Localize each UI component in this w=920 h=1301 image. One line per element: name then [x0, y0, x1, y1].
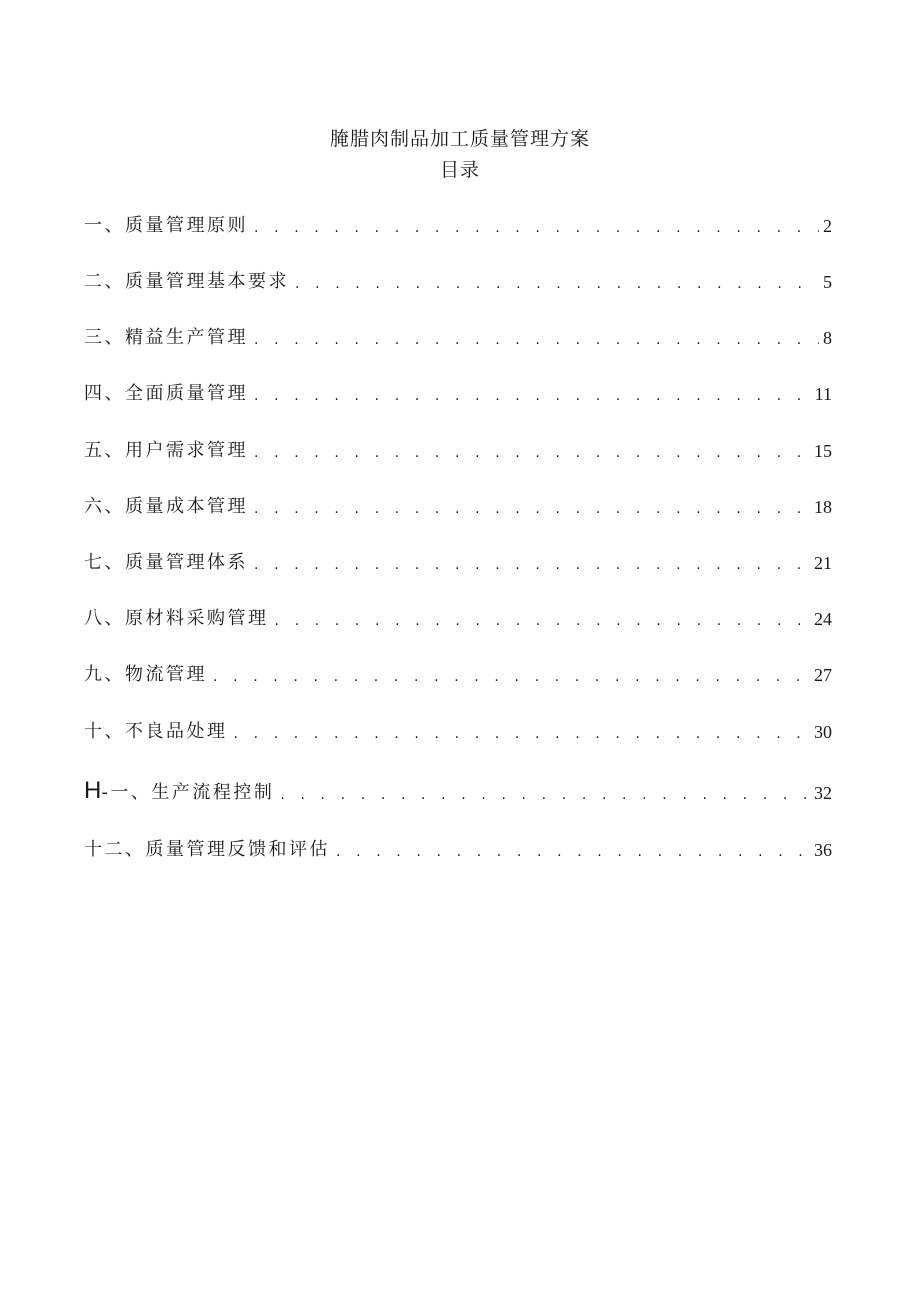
- toc-entry-page: 24: [814, 609, 832, 629]
- toc-entry-label: 一、质量管理原则: [84, 215, 248, 236]
- toc-entry-label: 七、质量管理体系: [84, 552, 248, 573]
- toc-leader-dots: [234, 723, 811, 745]
- toc-entry-8[interactable]: [84, 606, 832, 632]
- toc-entry-7[interactable]: [84, 550, 832, 576]
- toc-entry-3[interactable]: [84, 325, 832, 351]
- toc-entry-11[interactable]: [84, 777, 832, 806]
- document-title: 腌腊肉制品加工质量管理方案: [329, 128, 590, 150]
- toc-entry-label: 八、原材料采购管理: [84, 608, 269, 629]
- toc-leader-dots: [213, 666, 810, 688]
- toc-leader-dots: [254, 217, 819, 239]
- toc-entry-10[interactable]: [84, 719, 832, 745]
- toc-entry-page: 8: [823, 328, 832, 348]
- toc-entry-page: 32: [814, 783, 832, 803]
- toc-entry-1[interactable]: [84, 213, 832, 239]
- toc-entry-page: 11: [814, 384, 832, 404]
- toc-leader-dots: [254, 498, 810, 520]
- toc-entry-6[interactable]: [84, 494, 832, 520]
- toc-entry-page: 5: [823, 272, 832, 292]
- toc-entry-label: 十二、质量管理反馈和评估: [84, 839, 330, 860]
- toc-leader-dots: [295, 273, 819, 295]
- toc-entry-label: 六、质量成本管理: [84, 496, 248, 517]
- toc-leader-dots: [336, 841, 810, 863]
- toc-entry-label: 五、用户需求管理: [84, 440, 248, 461]
- toc-entry-5[interactable]: [84, 438, 832, 464]
- toc-entry-label: 九、物流管理: [84, 664, 207, 685]
- toc-leader-dots: [275, 610, 811, 632]
- toc-leader-dots: [254, 442, 810, 464]
- toc-leader-dots: [280, 784, 810, 806]
- toc-entry-page: 27: [814, 665, 832, 685]
- toc-entry-label: 三、精益生产管理: [84, 327, 248, 348]
- toc-entry-9[interactable]: [84, 662, 832, 688]
- toc-entry-2[interactable]: [84, 269, 832, 295]
- toc-entry-label-prefix: H: [84, 777, 102, 804]
- toc-heading: 目录: [439, 159, 480, 181]
- toc-entry-page: 21: [814, 553, 832, 573]
- toc-entry-label-text: -一、生产流程控制: [101, 782, 275, 803]
- toc-entry-label: 十、不良品处理: [84, 721, 228, 742]
- toc-entry-page: 2: [823, 216, 832, 236]
- toc-entry-12[interactable]: [84, 837, 832, 863]
- toc-entry-label: 四、全面质量管理: [84, 383, 248, 404]
- toc-entry-page: 30: [814, 722, 832, 742]
- toc-entry-page: 15: [814, 441, 832, 461]
- toc-leader-dots: [254, 329, 819, 351]
- toc-entry-label: 二、质量管理基本要求: [84, 271, 289, 292]
- toc-leader-dots: [254, 385, 811, 407]
- toc-entry-4[interactable]: [84, 381, 832, 407]
- toc-entry-page: 18: [814, 497, 832, 517]
- toc-leader-dots: [254, 554, 810, 576]
- toc-entry-label: [84, 778, 274, 806]
- toc-entry-page: 36: [814, 840, 832, 860]
